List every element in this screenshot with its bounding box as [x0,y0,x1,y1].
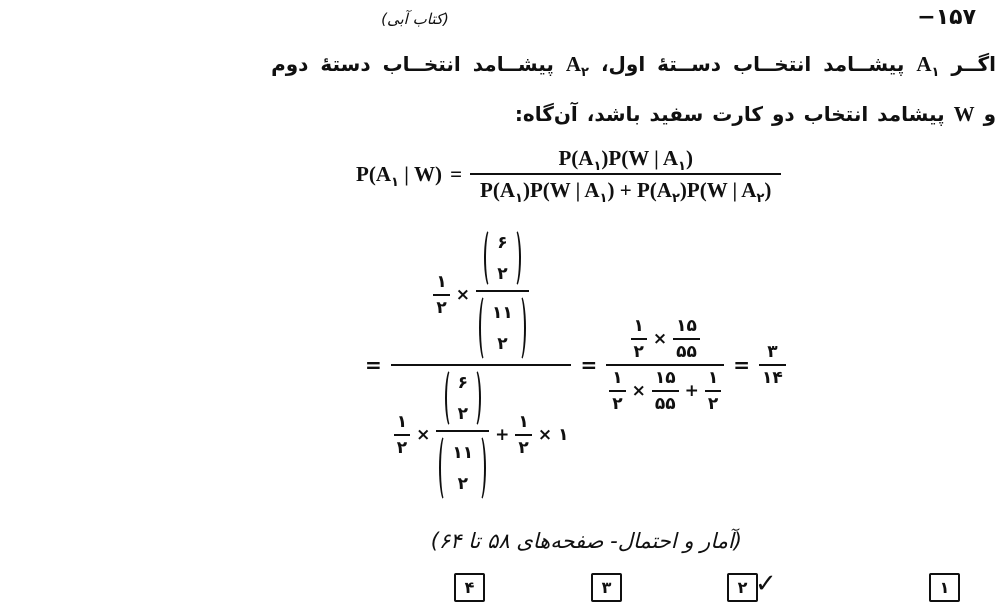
binomial-11-2: ۱۱ ۲ [439,434,486,502]
equals-sign: = [733,353,751,377]
event-A1: $A_۱$ [916,52,940,80]
text-va: و [983,102,996,126]
times-sign: × [631,381,646,401]
fraction-bar [606,364,724,366]
source-reference: (آمار و احتمال- صفحه‌های ۵۸ تا ۶۴) [430,529,742,553]
answer-box-3[interactable]: ۳ [591,573,622,602]
binomial-6-2: ۶ ۲ [445,368,481,428]
answer-box-2[interactable]: ۲ [727,573,758,602]
left-paren [479,294,491,362]
mid-fraction-denominator [606,368,724,414]
fraction-bar [652,390,679,392]
answer-box-1[interactable]: ۱ [929,573,960,602]
mid-fraction-numerator [628,316,703,362]
subscript-1: ۱ [931,64,940,80]
equals-sign: = [580,353,598,377]
times-sign: × [652,329,668,349]
problem-line-2 [515,102,996,127]
problem-line-1 [271,52,996,80]
calculation-display [364,228,786,502]
fifteen-over-fiftyfive: $\frac{۱۵}{۵۵}$ [652,368,679,414]
bayes-numerator: $P(A_۱)P(W$ | $A_۱$) [558,146,693,174]
digit-one: ۱ [558,425,569,445]
text-second-group: پیشــامد انتخــاب دستهٔ دوم [271,52,554,76]
event-W: W [953,102,975,126]
binomial-ratio [436,368,489,502]
bayes-formula [356,146,781,206]
times-sign: × [416,425,431,445]
subscript-2: ۲ [581,64,589,80]
right-paren [469,368,481,428]
one-half: $\frac{۱}{۲}$ [515,412,531,458]
text-agar: اگــر [951,52,996,76]
big-fraction [391,228,572,502]
left-paren [445,368,457,428]
fraction-bar [759,364,786,366]
right-paren [474,434,486,502]
question-number: −۱۵۷ [917,5,976,30]
mid-fraction [606,316,724,414]
fraction-bar [631,338,647,340]
equals-sign: = [450,162,463,186]
fraction-bar [609,390,625,392]
plus-sign: + [495,425,510,445]
one-half: $\frac{۱}{۲}$ [609,368,625,414]
text-white-cards: پیشامد انتخاب دو کارت سفید باشد، آن‌گاه: [514,102,945,126]
check-icon: ✓ [755,569,777,599]
left-paren [484,228,496,288]
text-first-group: پیشــامد انتخــاب دســتهٔ اول، [600,52,905,76]
binomial-6-2: ۶ ۲ [484,228,520,288]
fifteen-over-fiftyfive: $\frac{۱۵}{۵۵}$ [673,316,700,362]
event-A2: $A_۲$ [565,52,589,80]
left-paren [439,434,451,502]
plus-sign: + [684,381,699,401]
book-tag: (کتاب آبی) [381,10,449,28]
times-sign: × [537,425,553,445]
bayes-denominator: $P(A_۱)P(W$ | $A_۱) + P(A_۲)P(W$ | $A_۲$) [480,178,772,206]
fraction-bar [476,290,529,292]
fraction-bar [391,364,572,366]
bayes-lhs: $P(A_۱$ | W) [356,162,443,190]
big-fraction-numerator [430,228,531,362]
one-half: $\frac{۱}{۲}$ [705,368,721,414]
answer-box-4[interactable]: ۴ [454,573,485,602]
fraction-bar [394,434,410,436]
one-half: $\frac{۱}{۲}$ [394,412,410,458]
binomial-11-2: ۱۱ ۲ [479,294,526,362]
one-half: $\frac{۱}{۲}$ [433,272,449,318]
one-half: $\frac{۱}{۲}$ [631,316,647,362]
right-paren [514,294,526,362]
fraction-bar [470,173,781,175]
fraction-bar [436,430,489,432]
big-fraction-denominator [391,368,572,502]
times-sign: × [455,285,471,305]
equals-sign: = [365,353,382,377]
fraction-bar [705,390,721,392]
fraction-bar [515,434,531,436]
fraction-bar [673,338,700,340]
right-paren [509,228,521,288]
binomial-ratio [476,228,529,362]
bayes-fraction [470,146,781,206]
result-fraction: $\frac{۳}{۱۴}$ [759,342,786,388]
fraction-bar [433,294,449,296]
